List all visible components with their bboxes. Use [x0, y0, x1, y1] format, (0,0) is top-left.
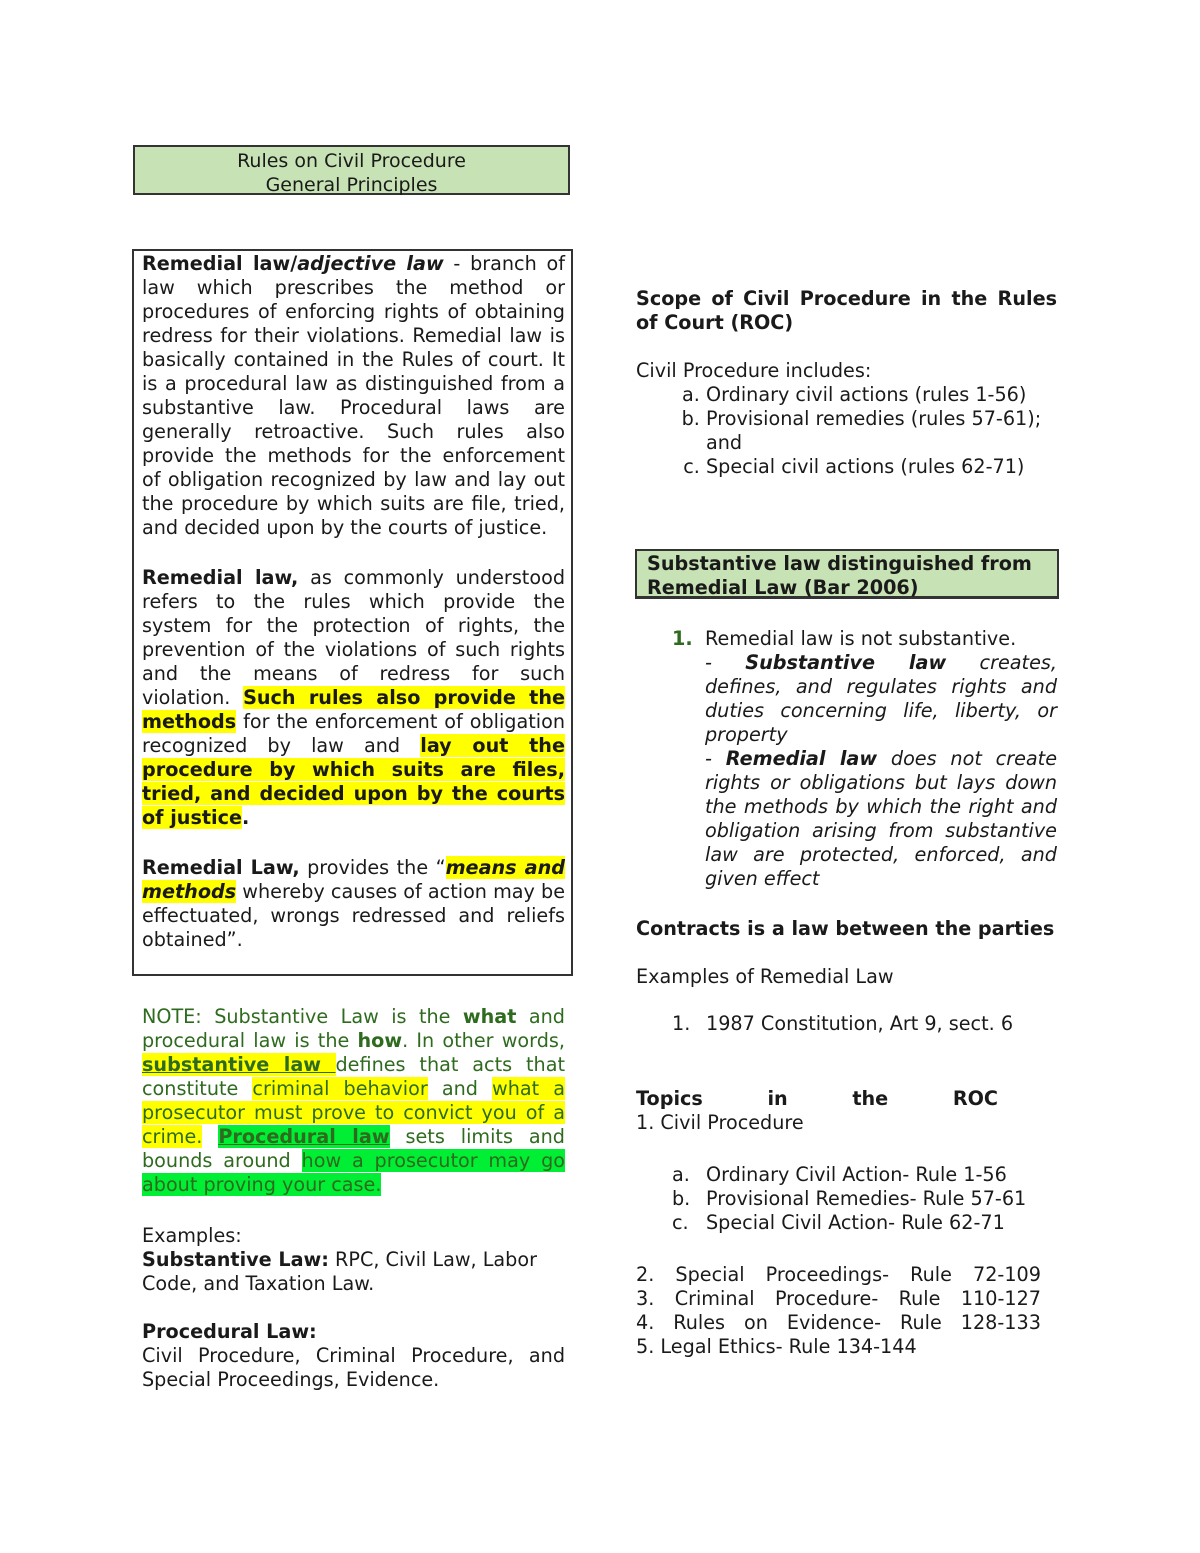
definition-paragraph-3 — [142, 856, 565, 952]
remedial-text: does not create rights or obligations but lays down the methods by which the right and obligation arising from substantive law are protected, enforced, and given effect — [705, 747, 1057, 890]
topic-word: Special — [675, 1263, 745, 1286]
scope-heading: Scope of Civil Procedure in the Rules of Court (ROC) — [636, 287, 1057, 334]
note-text: sets limits and bounds around — [142, 1125, 565, 1172]
topics-word: ROC — [952, 1087, 998, 1110]
item-text: Special Civil Action- Rule 62-71 — [706, 1211, 1005, 1234]
item-text: Ordinary Civil Action- Rule 1-56 — [706, 1163, 1007, 1186]
term-remedial-law: Remedial law/ — [142, 252, 298, 275]
topics-sub-list — [672, 1163, 1057, 1235]
term-adjective-law: adjective law — [297, 252, 444, 275]
topic-word: 4. — [636, 1311, 655, 1334]
topic-word: 128-133 — [960, 1311, 1041, 1334]
topic-word: Rule — [898, 1287, 941, 1310]
topics-word: Topics — [636, 1087, 703, 1110]
remedial-term: Remedial law — [725, 747, 878, 770]
substantive-term: Substantive law — [745, 651, 947, 674]
topics-word: the — [852, 1087, 889, 1110]
note-procedural-law: Procedural law — [218, 1125, 390, 1148]
scope-list — [636, 359, 1057, 479]
examples-substantive — [142, 1248, 565, 1296]
note-paragraph — [142, 1005, 565, 1197]
note-text — [202, 1125, 218, 1148]
substantive-text: RPC, Civil Law, Labor Code, and Taxation Law. — [142, 1248, 537, 1295]
topic-word: 72-109 — [972, 1263, 1041, 1286]
note-text: . In other words, — [402, 1029, 565, 1052]
topic-word: 3. — [636, 1287, 655, 1310]
substantive-explanation — [705, 651, 1057, 747]
scope-items — [636, 383, 1057, 479]
item-label: a. — [672, 1163, 690, 1186]
title-line-1: Rules on Civil Procedure — [237, 150, 466, 172]
definition-period: . — [242, 806, 250, 829]
definition-text — [142, 252, 565, 952]
note-prosecutor-prove: what a prosecutor must prove to convict you of a crime. — [142, 1077, 565, 1148]
topics-item-2 — [636, 1263, 1041, 1287]
topic-word: Criminal — [674, 1287, 755, 1310]
topic-word: on — [743, 1311, 768, 1334]
topic-word: Proceedings- — [765, 1263, 890, 1286]
definition-body-3b: whereby causes of action may be effectuated, wrongs redressed and reliefs obtained”. — [142, 880, 565, 951]
topics-item-5: 5. Legal Ethics- Rule 134-144 — [636, 1335, 917, 1358]
note-substantive-law: substantive law — [142, 1053, 336, 1076]
definition-body-1: - branch of law which prescribes the method or procedures of enforcing rights of obtaining redress for their violations. Remedial law is basically contained in the Rules of court. It is a procedural law as distinguished from a substantive law. Procedural laws are generally retroactive. Such rules also provide the methods for the enforcement of obligation recognized by law and lay out the procedure by which suits are file, tried, and decided upon by the courts of justice. — [142, 252, 565, 539]
topics-sub-item — [672, 1163, 1057, 1187]
topics-civil-procedure: 1. Civil Procedure — [636, 1111, 804, 1134]
distinguished-main: Remedial law is not substantive. — [705, 627, 1017, 650]
topics-rest-list — [636, 1263, 1041, 1359]
contracts-heading: Contracts is a law between the parties — [636, 917, 1055, 940]
note-what: what — [462, 1005, 517, 1028]
topic-word: Procedure- — [774, 1287, 879, 1310]
note-criminal-behavior: criminal behavior — [252, 1077, 428, 1100]
topics-heading — [636, 1087, 998, 1111]
item-number: 1. — [672, 1012, 691, 1035]
scope-intro: Civil Procedure includes: — [636, 359, 872, 382]
definition-paragraph-1 — [142, 252, 565, 540]
remedial-example-text: 1987 Constitution, Art 9, sect. 6 — [706, 1012, 1014, 1035]
highlight-means-and-methods: means and methods — [142, 856, 565, 903]
examples-section — [142, 1224, 565, 1392]
dash: - — [705, 651, 746, 674]
substantive-text: creates, defines, and regulates rights and duties concerning life, liberty, or property — [705, 651, 1057, 746]
note-proving-case: how a prosecutor may go about proving your case. — [142, 1149, 565, 1196]
remedial-explanation — [705, 747, 1057, 891]
note-text: defines that acts that constitute — [142, 1053, 565, 1100]
remedial-examples-heading: Examples of Remedial Law — [636, 965, 894, 988]
examples-heading: Examples: — [142, 1224, 242, 1247]
note-how: how — [357, 1029, 403, 1052]
topic-word: 110-127 — [960, 1287, 1041, 1310]
topics-sub-item — [672, 1211, 1057, 1235]
note-text: and procedural law is the — [142, 1005, 565, 1052]
topic-word: Rule — [900, 1311, 942, 1334]
title-line-2: General Principles — [265, 174, 438, 196]
scope-item: b. Provisional remedies (rules 57-61); and — [706, 407, 1057, 455]
definition-body-2a: as commonly understood refers to the rules which provide the system for the protection of rights, the prevention of the violations of such rights and the means of redress for such violation. — [142, 566, 565, 709]
item-number: 1. — [672, 627, 693, 650]
topic-word: Rules — [673, 1311, 726, 1334]
item-text: Provisional Remedies- Rule 57-61 — [706, 1187, 1027, 1210]
remedial-example-item — [672, 1012, 1057, 1036]
definition-paragraph-2 — [142, 566, 565, 830]
topic-word: 2. — [636, 1263, 655, 1286]
distinguished-heading-box: Substantive law distinguished from Remedial Law (Bar 2006) — [635, 549, 1059, 599]
dash: - — [705, 747, 726, 770]
note-text: and — [427, 1077, 493, 1100]
term-remedial-law-3: Remedial Law, — [142, 856, 300, 879]
topics-sub-item — [672, 1187, 1057, 1211]
procedural-text: Civil Procedure, Criminal Procedure, and Special Proceedings, Evidence. — [142, 1344, 565, 1391]
scope-item: a. Ordinary civil actions (rules 1-56) — [706, 383, 1057, 407]
item-label: c. — [672, 1211, 689, 1234]
term-remedial-law-2: Remedial law, — [142, 566, 299, 589]
title-box — [133, 145, 570, 195]
scope-item: c. Special civil actions (rules 62-71) — [706, 455, 1057, 479]
definition-body-3a: provides the “ — [299, 856, 446, 879]
definition-body-2b: for the enforcement of obligation recognized by law and — [142, 710, 565, 757]
highlight-methods: Such rules also provide the methods — [142, 686, 565, 733]
item-label: b. — [672, 1187, 691, 1210]
topic-word: Evidence- — [786, 1311, 882, 1334]
substantive-label: Substantive Law: — [142, 1248, 329, 1271]
topics-word: in — [767, 1087, 788, 1110]
distinguished-list — [672, 627, 1057, 891]
highlight-procedure: lay out the procedure by which suits are files, tried, and decided upon by the courts of justice — [142, 734, 565, 829]
note-text: NOTE: Substantive Law is the — [142, 1005, 463, 1028]
procedural-label: Procedural Law: — [142, 1320, 317, 1343]
distinguished-item-1 — [672, 627, 1057, 651]
topics-item-3 — [636, 1287, 1041, 1311]
topic-word: Rule — [910, 1263, 952, 1286]
topics-item-4 — [636, 1311, 1041, 1335]
